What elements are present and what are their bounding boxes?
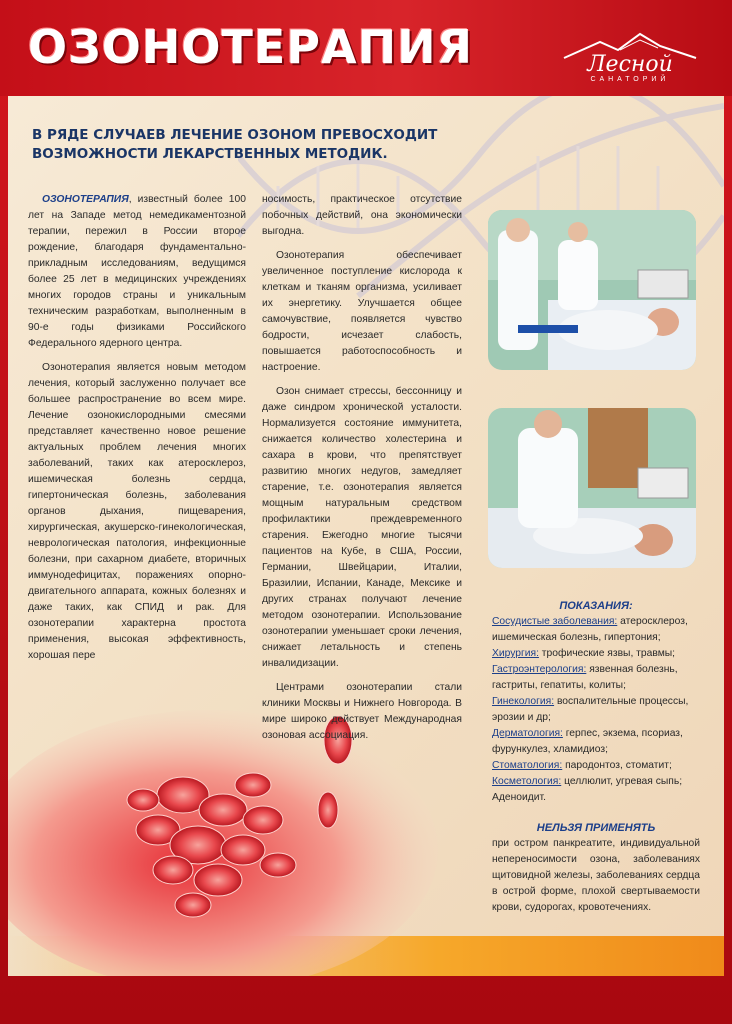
page-title: ОЗОНОТЕРАПИЯ — [28, 20, 474, 74]
text-column-2 — [262, 192, 462, 752]
paragraph: носимость, практическое отсутствие побочных действий, она экономически выгодна. — [262, 194, 462, 237]
list-item — [492, 662, 700, 694]
subtitle-heading: В РЯДЕ СЛУЧАЕВ ЛЕЧЕНИЕ ОЗОНОМ ПРЕВОСХОДИТ ВОЗМОЖНОСТИ ЛЕКАРСТВЕННЫХ МЕТОДИК. — [32, 127, 438, 162]
list-item — [492, 646, 700, 662]
paragraph: Озонотерапия является новым методом лечения, который заслуженно получает все большее распространение во всем мире. Лечение озонокислородными смесями представляет качественно новое решение актуальных проблем лечения многих заболеваний, таких как атеросклероз, ишемическая болезнь сердца, гипертоническая болезнь, заболевания органов дыхания, пищеварения, хирургическая, акушерско-гинекологическая, неврологическая патология, инфекционные болезни, при сахарном диабете, вторичных иммунодефицитах, поражениях опорно-двигательного аппарата, кожных болезнях и даже таких, как СПИД и рак. Для озонотерапии характерна простота применения, высокая эффективность, хорошая пере — [28, 362, 246, 661]
indication-text: пародонтоз, стоматит; — [562, 760, 672, 771]
indication-term: Стоматология: — [492, 760, 563, 771]
term-highlight: ОЗОНОТЕРАПИЯ — [42, 194, 129, 205]
indication-text: воспалительные процессы, эрозии и др; — [492, 696, 689, 723]
text-column-1 — [28, 192, 246, 672]
contraindications-text: при остром панкреатите, индивидуальной непереносимости озона, заболеваниях щитовидной железы, заболеваниях сердца в острой форме, плохой свертываемости крови, судорогах, кровотечениях. — [492, 838, 700, 913]
indication-term: Хирургия: — [492, 648, 539, 659]
list-item — [492, 774, 700, 790]
sanatorium-logo — [560, 32, 700, 88]
logo-name: Лесной — [587, 52, 673, 77]
indication-term: Гинекология: — [492, 696, 555, 707]
contraindications-title: НЕЛЬЗЯ ПРИМЕНЯТЬ — [536, 822, 656, 834]
list-item — [492, 758, 700, 774]
paragraph: Озонотерапия обеспечивает увеличенное поступление кислорода к клеткам и тканям организма, усиливает их энергетику. Улучшается общее самочувствие, появляется чувство бодрости, исчезает слабость, повышается работоспособность и настроение. — [262, 250, 462, 373]
paragraph: Центрами озонотерапии стали клиники Москвы и Нижнего Новгорода. В мире широко действует Международная озоновая ассоциация. — [262, 682, 462, 741]
paragraph: Озон снимает стрессы, бессонницу и даже синдром хронической усталости. Нормализуется состояние иммунитета, снижается количество холестерина и сахара в крови, что препятствует развитию многих недугов, замедляет старение, т.е. озонотерапия является мощным натуральным средством профилактики преждевременного старения. Ежегодно многие тысячи пациентов на Кубе, в США, России, Германии, Швейцарии, Италии, Бразилии, Испании, Канаде, Мексике и других странах получают лечение методом озонотерапии. Использование озонотерапии уменьшает сроки лечения, снижает летальность и степень инвалидизации. — [262, 386, 462, 669]
list-item: Аденоидит. — [492, 792, 546, 803]
indication-term: Гастроэнтерология: — [492, 664, 587, 675]
indications-title: ПОКАЗАНИЯ: — [559, 600, 633, 612]
list-item — [492, 694, 700, 726]
indication-text: трофические язвы, травмы; — [538, 648, 676, 659]
logo-subtitle: САНАТОРИЙ — [590, 76, 670, 83]
treatment-photo-2 — [488, 408, 696, 568]
paragraph-text: , известный более 100 лет на Западе метод немедикаментозной терапии, пережил в России второе рождение, благодаря фундаментально-прикладным исследованиям, ведущимся более 25 лет в медицинских учреждениях многих городов страны и уникальным техническим разработкам, выполненным в 90-е годы физиками Российского Федерального ядерного центра. — [28, 194, 246, 349]
indication-term: Дерматология: — [492, 728, 563, 739]
treatment-photo-1 — [488, 210, 696, 370]
indication-text: язвенная болезнь, гастриты, гепатиты, колиты; — [492, 664, 678, 691]
paragraph — [28, 192, 246, 352]
list-item — [492, 614, 700, 646]
indication-text: герпес, экзема, псориаз, фурункулез, хламидиоз; — [492, 728, 683, 755]
list-item — [492, 726, 700, 758]
indication-text: целлюлит, угревая сыпь; — [561, 776, 683, 787]
header-bar — [0, 0, 732, 96]
indication-term: Косметология: — [492, 776, 562, 787]
indications-list — [492, 614, 700, 806]
indication-text: атеросклероз, ишемическая болезнь, гипертония; — [492, 616, 688, 643]
indication-term: Сосудистые заболевания: — [492, 616, 618, 627]
